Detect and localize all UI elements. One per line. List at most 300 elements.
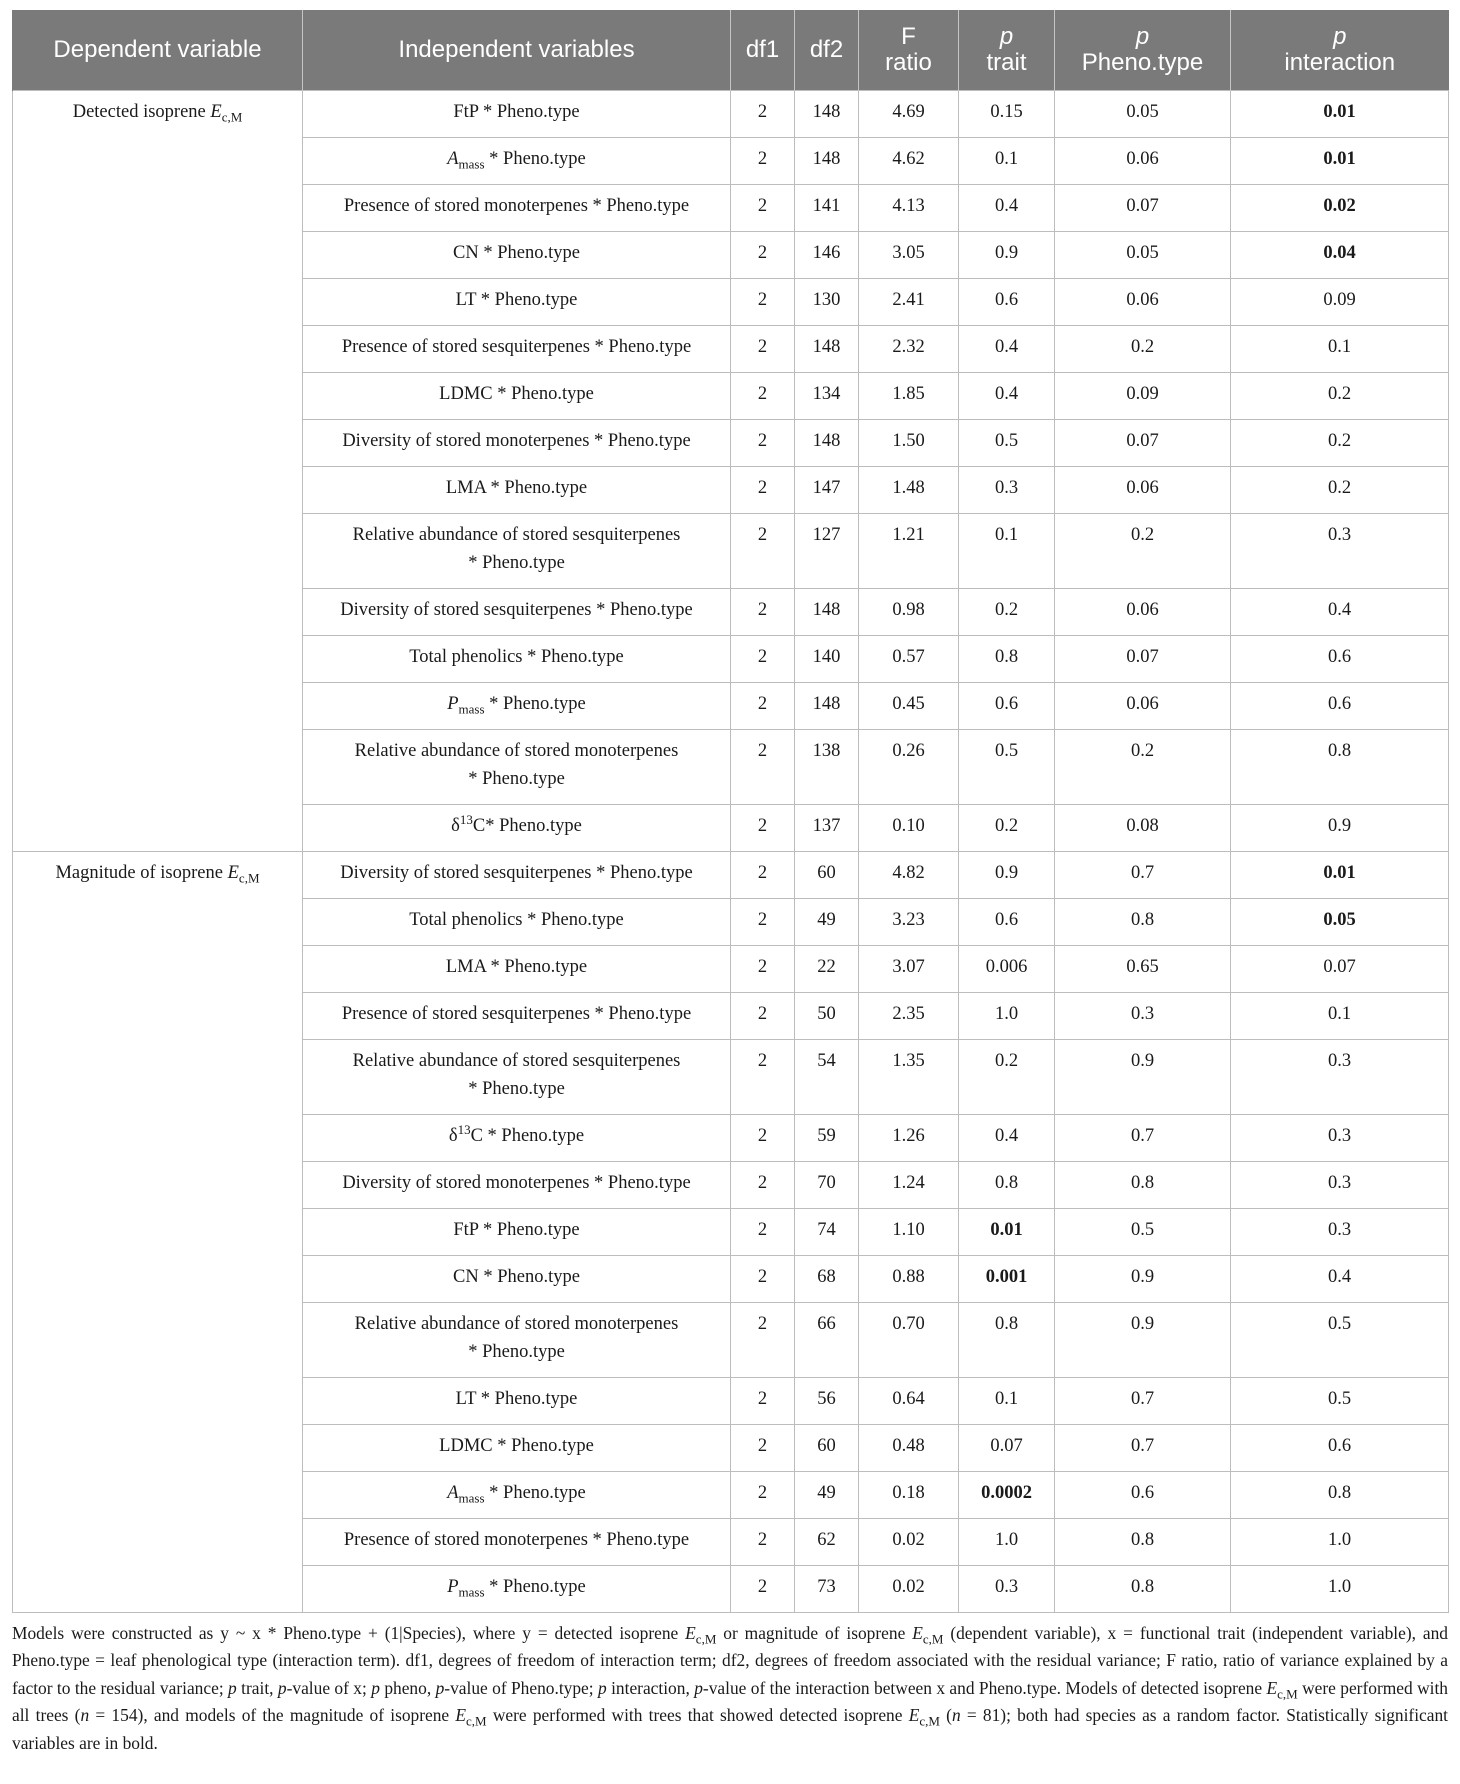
p-trait-cell: 0.2 (959, 1039, 1055, 1114)
variable-label: * Pheno.type (484, 1576, 586, 1597)
independent-variable-cell (303, 325, 731, 372)
p-pheno-cell: 0.8 (1055, 1518, 1231, 1565)
p-interaction-cell: 0.5 (1231, 1377, 1449, 1424)
df1-cell: 2 (731, 851, 795, 898)
df2-cell: 62 (795, 1518, 859, 1565)
variable-label-line2: * Pheno.type (468, 768, 565, 789)
variable-label: Presence of stored sesquiterpenes * Pheno.type (341, 336, 692, 357)
df1-cell: 2 (731, 325, 795, 372)
variable-label: LDMC * Pheno.type (439, 1435, 594, 1456)
df2-cell: 148 (795, 682, 859, 729)
df2-cell: 148 (795, 588, 859, 635)
p-trait-cell: 0.07 (959, 1424, 1055, 1471)
table-row (13, 851, 1449, 898)
independent-variable-cell (303, 1377, 731, 1424)
p-interaction-cell: 0.09 (1231, 278, 1449, 325)
p-interaction-cell: 0.01 (1231, 90, 1449, 137)
footnote-text: ( (939, 1705, 952, 1725)
p-pheno-cell: 0.7 (1055, 1114, 1231, 1161)
variable-superscript: 13 (457, 1121, 471, 1137)
variable-label: * Pheno.type (484, 1482, 586, 1503)
p-interaction-cell: 0.9 (1231, 804, 1449, 851)
document (12, 10, 1448, 1757)
header-independent: Independent variables (303, 10, 731, 90)
p-trait-cell: 0.6 (959, 278, 1055, 325)
variable-label: Diversity of stored sesquiterpenes * Pheno.type (340, 599, 693, 620)
header-f-ratio: F ratio (859, 10, 959, 90)
p-interaction-cell: 0.1 (1231, 325, 1449, 372)
df1-cell: 2 (731, 992, 795, 1039)
p-trait-cell: 0.4 (959, 1114, 1055, 1161)
f-ratio-cell: 1.24 (859, 1161, 959, 1208)
variable-label: FtP * Pheno.type (453, 1219, 580, 1240)
f-ratio-cell: 4.69 (859, 90, 959, 137)
df2-cell: 50 (795, 992, 859, 1039)
variable-prefix: δ (451, 815, 460, 836)
f-ratio-cell: 2.35 (859, 992, 959, 1039)
df1-cell: 2 (731, 588, 795, 635)
p-pheno-cell: 0.06 (1055, 137, 1231, 184)
variable-label: Presence of stored monoterpenes * Pheno.type (343, 195, 690, 216)
f-ratio-cell: 1.35 (859, 1039, 959, 1114)
footnote-subscript: c,M (466, 1713, 487, 1729)
p-trait-cell: 0.9 (959, 231, 1055, 278)
footnote-text: were performed with all trees ( (12, 1677, 1449, 1725)
p-trait-cell: 0.4 (959, 372, 1055, 419)
p-trait-cell: 0.4 (959, 325, 1055, 372)
f-ratio-cell: 0.10 (859, 804, 959, 851)
p-pheno-cell: 0.7 (1055, 851, 1231, 898)
df1-cell: 2 (731, 231, 795, 278)
independent-variable-cell (303, 1471, 731, 1518)
footnote-italic: E (685, 1622, 696, 1643)
dependent-variable-cell (13, 90, 303, 851)
p-pheno-cell: 0.06 (1055, 466, 1231, 513)
dependent-subscript: c,M (238, 870, 260, 886)
p-interaction-cell: 0.3 (1231, 1114, 1449, 1161)
results-table (12, 10, 1449, 1613)
p-interaction-cell: 1.0 (1231, 1518, 1449, 1565)
p-interaction-cell: 0.3 (1231, 1039, 1449, 1114)
footnote-italic: p (435, 1677, 445, 1698)
footnote-text: or magnitude of isoprene (716, 1622, 913, 1643)
header-row (13, 10, 1449, 90)
dependent-subscript: c,M (221, 109, 243, 125)
variable-label: Diversity of stored sesquiterpenes * Pheno.type (340, 862, 693, 883)
df1-cell: 2 (731, 1377, 795, 1424)
p-trait-cell: 0.5 (959, 729, 1055, 804)
independent-variable-cell (303, 231, 731, 278)
f-ratio-cell: 1.85 (859, 372, 959, 419)
independent-variable-cell (303, 1039, 731, 1114)
df1-cell: 2 (731, 804, 795, 851)
footnote-italic: n (80, 1705, 90, 1725)
independent-variable-cell (303, 184, 731, 231)
p-interaction-cell: 0.6 (1231, 635, 1449, 682)
variable-label: Relative abundance of stored sesquiterpenes (352, 1050, 681, 1071)
df2-cell: 148 (795, 90, 859, 137)
variable-prefix: δ (448, 1125, 458, 1146)
p-interaction-cell: 0.04 (1231, 231, 1449, 278)
df1-cell: 2 (731, 1471, 795, 1518)
footnote-text: interaction, (606, 1677, 695, 1698)
f-ratio-cell: 1.50 (859, 419, 959, 466)
footnote-italic: p (371, 1677, 380, 1698)
p-pheno-cell: 0.6 (1055, 1471, 1231, 1518)
df2-cell: 138 (795, 729, 859, 804)
footnote-text: were performed with trees that showed detected isoprene (486, 1705, 909, 1725)
variable-subscript: mass (458, 1584, 485, 1600)
p-trait-cell: 0.4 (959, 184, 1055, 231)
df1-cell: 2 (731, 1039, 795, 1114)
df2-cell: 140 (795, 635, 859, 682)
variable-label: C* Pheno.type (472, 815, 582, 836)
footnote-italic: E (1266, 1677, 1278, 1698)
p-interaction-cell: 0.07 (1231, 945, 1449, 992)
p-interaction-cell: 0.3 (1231, 1161, 1449, 1208)
p-trait-cell: 0.2 (959, 804, 1055, 851)
header-p-pheno: p Pheno.type (1055, 10, 1231, 90)
p-pheno-cell: 0.06 (1055, 588, 1231, 635)
p-pheno-cell: 0.9 (1055, 1255, 1231, 1302)
df2-cell: 60 (795, 1424, 859, 1471)
independent-variable-cell (303, 804, 731, 851)
p-trait-cell: 0.1 (959, 137, 1055, 184)
df2-cell: 70 (795, 1161, 859, 1208)
variable-symbol: A (447, 1482, 459, 1503)
variable-label: Diversity of stored monoterpenes * Pheno.type (342, 430, 691, 451)
p-pheno-cell: 0.2 (1055, 325, 1231, 372)
dependent-symbol: E (227, 862, 239, 883)
df1-cell: 2 (731, 682, 795, 729)
independent-variable-cell (303, 90, 731, 137)
independent-variable-cell (303, 372, 731, 419)
df1-cell: 2 (731, 945, 795, 992)
df1-cell: 2 (731, 1302, 795, 1377)
p-pheno-cell: 0.2 (1055, 513, 1231, 588)
variable-symbol: A (447, 148, 459, 169)
df1-cell: 2 (731, 1518, 795, 1565)
variable-label: C * Pheno.type (470, 1125, 585, 1146)
p-interaction-cell: 0.5 (1231, 1302, 1449, 1377)
df2-cell: 49 (795, 1471, 859, 1518)
variable-label: LT * Pheno.type (455, 1388, 578, 1409)
variable-symbol: P (447, 693, 459, 714)
independent-variable-cell (303, 1518, 731, 1565)
df1-cell: 2 (731, 90, 795, 137)
variable-subscript: mass (458, 1490, 485, 1506)
f-ratio-cell: 0.02 (859, 1565, 959, 1612)
p-pheno-cell: 0.07 (1055, 635, 1231, 682)
p-interaction-cell: 0.8 (1231, 1471, 1449, 1518)
df2-cell: 127 (795, 513, 859, 588)
p-trait-cell: 1.0 (959, 992, 1055, 1039)
f-ratio-cell: 4.62 (859, 137, 959, 184)
p-interaction-cell: 1.0 (1231, 1565, 1449, 1612)
p-interaction-cell: 0.3 (1231, 513, 1449, 588)
p-pheno-cell: 0.06 (1055, 278, 1231, 325)
p-pheno-cell: 0.07 (1055, 419, 1231, 466)
independent-variable-cell (303, 682, 731, 729)
footnote-italic: p (598, 1677, 607, 1698)
p-pheno-cell: 0.08 (1055, 804, 1231, 851)
variable-label: Presence of stored monoterpenes * Pheno.type (343, 1529, 690, 1550)
p-interaction-cell: 0.6 (1231, 682, 1449, 729)
footnote-text: trait, (236, 1677, 278, 1698)
footnote-text: pheno, (379, 1677, 436, 1698)
p-pheno-cell: 0.9 (1055, 1039, 1231, 1114)
variable-label: Relative abundance of stored monoterpenes (354, 740, 679, 761)
p-trait-cell: 0.15 (959, 90, 1055, 137)
variable-label: Presence of stored sesquiterpenes * Pheno.type (341, 1003, 692, 1024)
independent-variable-cell (303, 1161, 731, 1208)
footnote-text: -value of Pheno.type; (444, 1677, 598, 1698)
independent-variable-cell (303, 588, 731, 635)
p-pheno-cell: 0.8 (1055, 1565, 1231, 1612)
df2-cell: 137 (795, 804, 859, 851)
independent-variable-cell (303, 851, 731, 898)
df2-cell: 148 (795, 325, 859, 372)
variable-label: * Pheno.type (484, 693, 586, 714)
p-interaction-cell: 0.6 (1231, 1424, 1449, 1471)
variable-label: CN * Pheno.type (453, 242, 580, 263)
p-trait-cell: 0.006 (959, 945, 1055, 992)
f-ratio-cell: 0.18 (859, 1471, 959, 1518)
dependent-variable-cell (13, 851, 303, 1612)
p-pheno-cell: 0.7 (1055, 1424, 1231, 1471)
footnote-italic: n (951, 1705, 961, 1725)
footnote-text: Models were constructed as y ~ x * Pheno.type + (1|Species), where y = detected isoprene (12, 1622, 686, 1643)
f-ratio-cell: 3.07 (859, 945, 959, 992)
variable-label: Relative abundance of stored monoterpenes (354, 1313, 679, 1334)
independent-variable-cell (303, 466, 731, 513)
header-p-interaction: p interaction (1231, 10, 1449, 90)
variable-superscript: 13 (459, 811, 473, 827)
p-trait-cell: 0.001 (959, 1255, 1055, 1302)
variable-label: LMA * Pheno.type (445, 956, 588, 977)
variable-subscript: mass (458, 701, 485, 717)
df1-cell: 2 (731, 1565, 795, 1612)
f-ratio-cell: 0.26 (859, 729, 959, 804)
footnote-text: = 81); both had species as a random factor. Statistically significant variables are in bold. (12, 1705, 1449, 1753)
variable-label: Diversity of stored monoterpenes * Pheno.type (342, 1172, 691, 1193)
variable-label-line2: * Pheno.type (468, 1341, 565, 1362)
p-pheno-cell: 0.2 (1055, 729, 1231, 804)
f-ratio-cell: 2.41 (859, 278, 959, 325)
df2-cell: 148 (795, 419, 859, 466)
df1-cell: 2 (731, 1255, 795, 1302)
variable-label: CN * Pheno.type (453, 1266, 580, 1287)
df2-cell: 22 (795, 945, 859, 992)
df2-cell: 148 (795, 137, 859, 184)
p-pheno-cell: 0.06 (1055, 682, 1231, 729)
f-ratio-cell: 3.05 (859, 231, 959, 278)
df1-cell: 2 (731, 729, 795, 804)
p-interaction-cell: 0.1 (1231, 992, 1449, 1039)
df1-cell: 2 (731, 419, 795, 466)
p-pheno-cell: 0.8 (1055, 1161, 1231, 1208)
p-interaction-cell: 0.01 (1231, 851, 1449, 898)
footnote-italic: E (455, 1705, 467, 1725)
df2-cell: 66 (795, 1302, 859, 1377)
f-ratio-cell: 4.13 (859, 184, 959, 231)
p-pheno-cell: 0.05 (1055, 231, 1231, 278)
p-pheno-cell: 0.65 (1055, 945, 1231, 992)
df2-cell: 60 (795, 851, 859, 898)
footnote-italic: E (908, 1705, 920, 1725)
df1-cell: 2 (731, 1424, 795, 1471)
df2-cell: 134 (795, 372, 859, 419)
footnote-italic: p (694, 1677, 703, 1698)
footnote-subscript: c,M (919, 1713, 940, 1729)
p-trait-cell: 0.8 (959, 1302, 1055, 1377)
df1-cell: 2 (731, 1208, 795, 1255)
variable-symbol: P (447, 1576, 459, 1597)
p-trait-cell: 1.0 (959, 1518, 1055, 1565)
p-pheno-cell: 0.3 (1055, 992, 1231, 1039)
p-trait-cell: 0.2 (959, 588, 1055, 635)
df2-cell: 74 (795, 1208, 859, 1255)
df1-cell: 2 (731, 278, 795, 325)
f-ratio-cell: 0.98 (859, 588, 959, 635)
df2-cell: 56 (795, 1377, 859, 1424)
df2-cell: 73 (795, 1565, 859, 1612)
footnote-text: -value of the interaction between x and Pheno.type. Models of detected isoprene (702, 1677, 1267, 1698)
independent-variable-cell (303, 635, 731, 682)
p-trait-cell: 0.0002 (959, 1471, 1055, 1518)
p-interaction-cell: 0.2 (1231, 466, 1449, 513)
footnote-italic: p (277, 1677, 287, 1698)
variable-label: LMA * Pheno.type (445, 477, 588, 498)
header-df2: df2 (795, 10, 859, 90)
p-pheno-cell: 0.5 (1055, 1208, 1231, 1255)
independent-variable-cell (303, 992, 731, 1039)
independent-variable-cell (303, 419, 731, 466)
p-pheno-cell: 0.9 (1055, 1302, 1231, 1377)
footnote-text: = 154), and models of the magnitude of isoprene (89, 1705, 456, 1725)
independent-variable-cell (303, 137, 731, 184)
dependent-symbol: E (210, 101, 222, 122)
p-trait-cell: 0.8 (959, 635, 1055, 682)
f-ratio-cell: 1.10 (859, 1208, 959, 1255)
footnote-subscript: c,M (1277, 1685, 1298, 1701)
independent-variable-cell (303, 1565, 731, 1612)
footnote-text: -value of x; (286, 1677, 372, 1698)
f-ratio-cell: 3.23 (859, 898, 959, 945)
df1-cell: 2 (731, 635, 795, 682)
footnote-subscript: c,M (922, 1630, 944, 1646)
f-ratio-cell: 0.57 (859, 635, 959, 682)
header-df1: df1 (731, 10, 795, 90)
f-ratio-cell: 4.82 (859, 851, 959, 898)
df2-cell: 141 (795, 184, 859, 231)
f-ratio-cell: 0.48 (859, 1424, 959, 1471)
table-footnote (12, 1620, 1448, 1758)
footnote-subscript: c,M (695, 1630, 717, 1646)
header-dependent: Dependent variable (13, 10, 303, 90)
p-interaction-cell: 0.4 (1231, 1255, 1449, 1302)
f-ratio-cell: 0.88 (859, 1255, 959, 1302)
p-trait-cell: 0.3 (959, 466, 1055, 513)
df1-cell: 2 (731, 466, 795, 513)
independent-variable-cell (303, 278, 731, 325)
independent-variable-cell (303, 729, 731, 804)
p-trait-cell: 0.6 (959, 682, 1055, 729)
f-ratio-cell: 0.02 (859, 1518, 959, 1565)
p-trait-cell: 0.01 (959, 1208, 1055, 1255)
p-trait-cell: 0.9 (959, 851, 1055, 898)
variable-label: LT * Pheno.type (455, 289, 578, 310)
f-ratio-cell: 1.48 (859, 466, 959, 513)
df1-cell: 2 (731, 137, 795, 184)
df2-cell: 68 (795, 1255, 859, 1302)
p-interaction-cell: 0.4 (1231, 588, 1449, 635)
dependent-label: Magnitude of isoprene (55, 862, 228, 883)
header-p-trait: p trait (959, 10, 1055, 90)
p-pheno-cell: 0.7 (1055, 1377, 1231, 1424)
table-row (13, 90, 1449, 137)
f-ratio-cell: 1.26 (859, 1114, 959, 1161)
variable-label-line2: * Pheno.type (468, 552, 565, 573)
df2-cell: 147 (795, 466, 859, 513)
variable-label: Total phenolics * Pheno.type (409, 909, 624, 930)
variable-label: Total phenolics * Pheno.type (409, 646, 624, 667)
f-ratio-cell: 0.45 (859, 682, 959, 729)
p-interaction-cell: 0.02 (1231, 184, 1449, 231)
df1-cell: 2 (731, 898, 795, 945)
p-interaction-cell: 0.8 (1231, 729, 1449, 804)
variable-label: FtP * Pheno.type (453, 101, 580, 122)
p-interaction-cell: 0.01 (1231, 137, 1449, 184)
p-trait-cell: 0.1 (959, 1377, 1055, 1424)
p-trait-cell: 0.6 (959, 898, 1055, 945)
df2-cell: 130 (795, 278, 859, 325)
p-interaction-cell: 0.2 (1231, 419, 1449, 466)
p-pheno-cell: 0.07 (1055, 184, 1231, 231)
f-ratio-cell: 0.70 (859, 1302, 959, 1377)
p-interaction-cell: 0.3 (1231, 1208, 1449, 1255)
p-pheno-cell: 0.8 (1055, 898, 1231, 945)
variable-label: Relative abundance of stored sesquiterpenes (352, 524, 681, 545)
table-body (13, 90, 1449, 1612)
independent-variable-cell (303, 1302, 731, 1377)
variable-label: * Pheno.type (484, 148, 586, 169)
p-interaction-cell: 0.2 (1231, 372, 1449, 419)
independent-variable-cell (303, 1208, 731, 1255)
variable-subscript: mass (458, 156, 485, 172)
p-trait-cell: 0.1 (959, 513, 1055, 588)
independent-variable-cell (303, 1255, 731, 1302)
df1-cell: 2 (731, 1114, 795, 1161)
df2-cell: 146 (795, 231, 859, 278)
footnote-text: (dependent variable), x = functional trait (independent variable), and Pheno.type = leaf phenological type (interaction term). df1, degrees of freedom of interaction term; df2, degrees of freedom associated with the residual variance; F ratio, ratio of variance explained by a factor to the residual variance; (12, 1622, 1448, 1698)
independent-variable-cell (303, 1424, 731, 1471)
independent-variable-cell (303, 945, 731, 992)
p-pheno-cell: 0.09 (1055, 372, 1231, 419)
df1-cell: 2 (731, 184, 795, 231)
f-ratio-cell: 1.21 (859, 513, 959, 588)
df2-cell: 54 (795, 1039, 859, 1114)
df2-cell: 59 (795, 1114, 859, 1161)
p-interaction-cell: 0.05 (1231, 898, 1449, 945)
p-trait-cell: 0.5 (959, 419, 1055, 466)
variable-label-line2: * Pheno.type (468, 1078, 565, 1099)
p-pheno-cell: 0.05 (1055, 90, 1231, 137)
independent-variable-cell (303, 1114, 731, 1161)
independent-variable-cell (303, 513, 731, 588)
f-ratio-cell: 0.64 (859, 1377, 959, 1424)
footnote-italic: E (912, 1622, 923, 1643)
